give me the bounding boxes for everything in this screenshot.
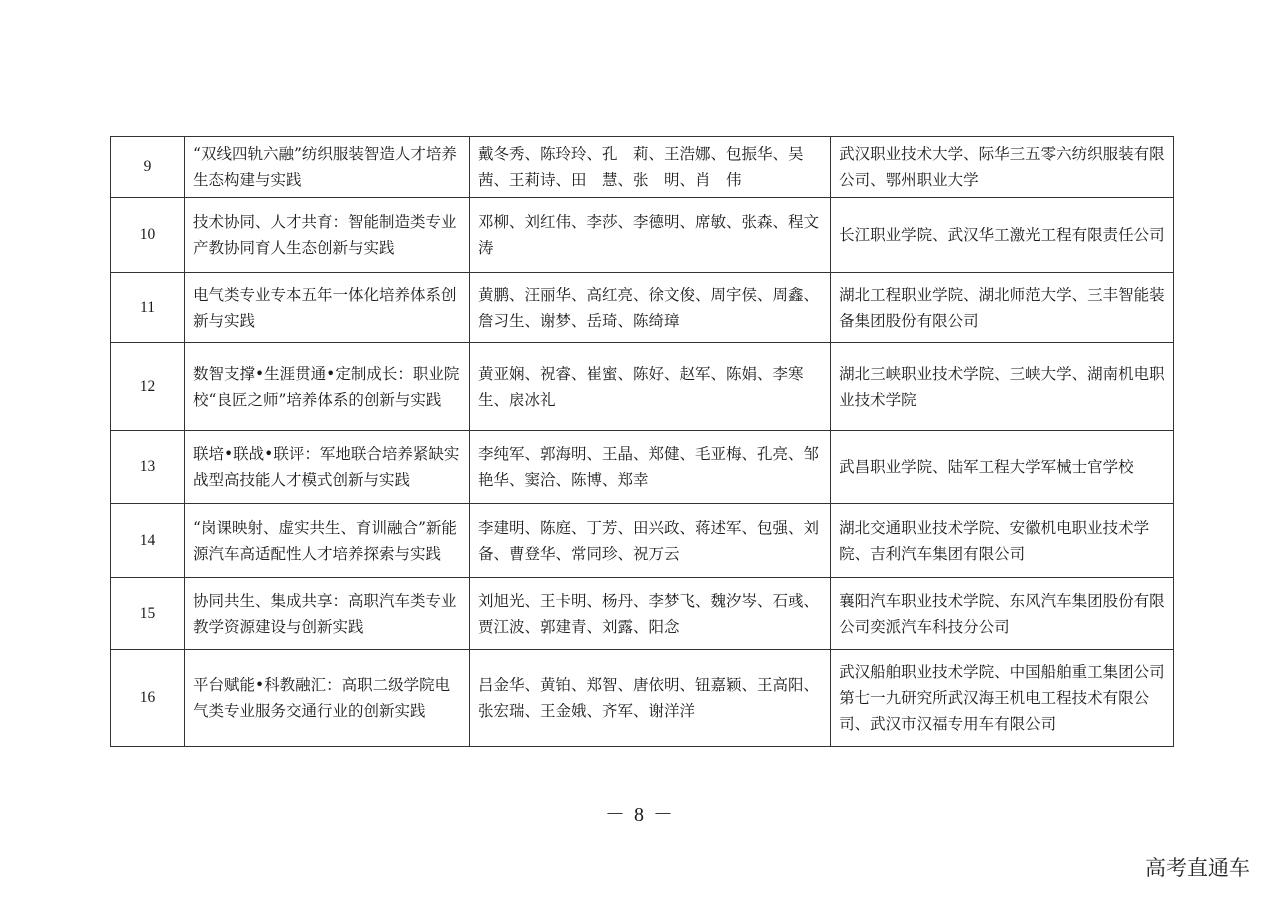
- row-number: 9: [111, 137, 185, 198]
- members: 黄鹏、汪丽华、高红亮、徐文俊、周宇侯、周鑫、詹习生、谢梦、岳琦、陈绮璋: [470, 273, 831, 343]
- members: 李建明、陈庭、丁芳、田兴政、蒋述军、包强、刘备、曹登华、常同珍、祝万云: [470, 504, 831, 578]
- institutions: 湖北交通职业技术学院、安徽机电职业技术学院、吉利汽车集团有限公司: [831, 504, 1174, 578]
- members: 邓柳、刘红伟、李莎、李德明、席敏、张森、程文涛: [470, 198, 831, 273]
- project-title: 技术协同、人才共育：智能制造类专业产教协同育人生态创新与实践: [185, 198, 470, 273]
- row-number: 14: [111, 504, 185, 578]
- institutions: 襄阳汽车职业技术学院、东风汽车集团股份有限公司奕派汽车科技分公司: [831, 578, 1174, 650]
- table-row: [111, 431, 1174, 504]
- institutions: 长江职业学院、武汉华工激光工程有限责任公司: [831, 198, 1174, 273]
- project-title: 电气类专业专本五年一体化培养体系创新与实践: [185, 273, 470, 343]
- project-title: “岗课映射、虚实共生、育训融合”新能源汽车高适配性人才培养探索与实践: [185, 504, 470, 578]
- table-row: [111, 650, 1174, 747]
- table-row: [111, 343, 1174, 431]
- members: 吕金华、黄铂、郑智、唐依明、钮嘉颖、王高阳、张宏瑞、王金娥、齐军、谢洋洋: [470, 650, 831, 747]
- institutions: 武汉船舶职业技术学院、中国船舶重工集团公司第七一九研究所武汉海王机电工程技术有限公司、武汉市汉福专用车有限公司: [831, 650, 1174, 747]
- table-row: [111, 198, 1174, 273]
- institutions: 武汉职业技术大学、际华三五零六纺织服装有限公司、鄂州职业大学: [831, 137, 1174, 198]
- page-number: － 8 －: [605, 804, 675, 826]
- table-row: [111, 504, 1174, 578]
- project-title: 联培•联战•联评：军地联合培养紧缺实战型高技能人才模式创新与实践: [185, 431, 470, 504]
- institutions: 武昌职业学院、陆军工程大学军械士官学校: [831, 431, 1174, 504]
- members: 黄亚娴、祝睿、崔蜜、陈好、赵军、陈娟、李寒生、扆冰礼: [470, 343, 831, 431]
- row-number: 15: [111, 578, 185, 650]
- row-number: 12: [111, 343, 185, 431]
- project-title: “双线四轨六融”纺织服装智造人才培养生态构建与实践: [185, 137, 470, 198]
- project-title: 数智支撑•生涯贯通•定制成长：职业院校“良匠之师”培养体系的创新与实践: [185, 343, 470, 431]
- row-number: 13: [111, 431, 185, 504]
- table-row: [111, 578, 1174, 650]
- table-row: [111, 273, 1174, 343]
- awards-table: [110, 136, 1174, 747]
- members: 刘旭光、王卡明、杨丹、李梦飞、魏汐岑、石彧、贾江波、郭建青、刘露、阳念: [470, 578, 831, 650]
- table-row: [111, 137, 1174, 198]
- members: 戴冬秀、陈玲玲、孔 莉、王浩娜、包振华、吴 茜、王莉诗、田 慧、张 明、肖 伟: [470, 137, 831, 198]
- institutions: 湖北工程职业学院、湖北师范大学、三丰智能装备集团股份有限公司: [831, 273, 1174, 343]
- row-number: 16: [111, 650, 185, 747]
- project-title: 平台赋能•科教融汇：高职二级学院电气类专业服务交通行业的创新实践: [185, 650, 470, 747]
- row-number: 10: [111, 198, 185, 273]
- row-number: 11: [111, 273, 185, 343]
- project-title: 协同共生、集成共享：高职汽车类专业教学资源建设与创新实践: [185, 578, 470, 650]
- watermark-text: 高考直通车: [1145, 856, 1250, 880]
- members: 李纯军、郭海明、王晶、郑健、毛亚梅、孔亮、邹艳华、窦洽、陈博、郑幸: [470, 431, 831, 504]
- institutions: 湖北三峡职业技术学院、三峡大学、湖南机电职业技术学院: [831, 343, 1174, 431]
